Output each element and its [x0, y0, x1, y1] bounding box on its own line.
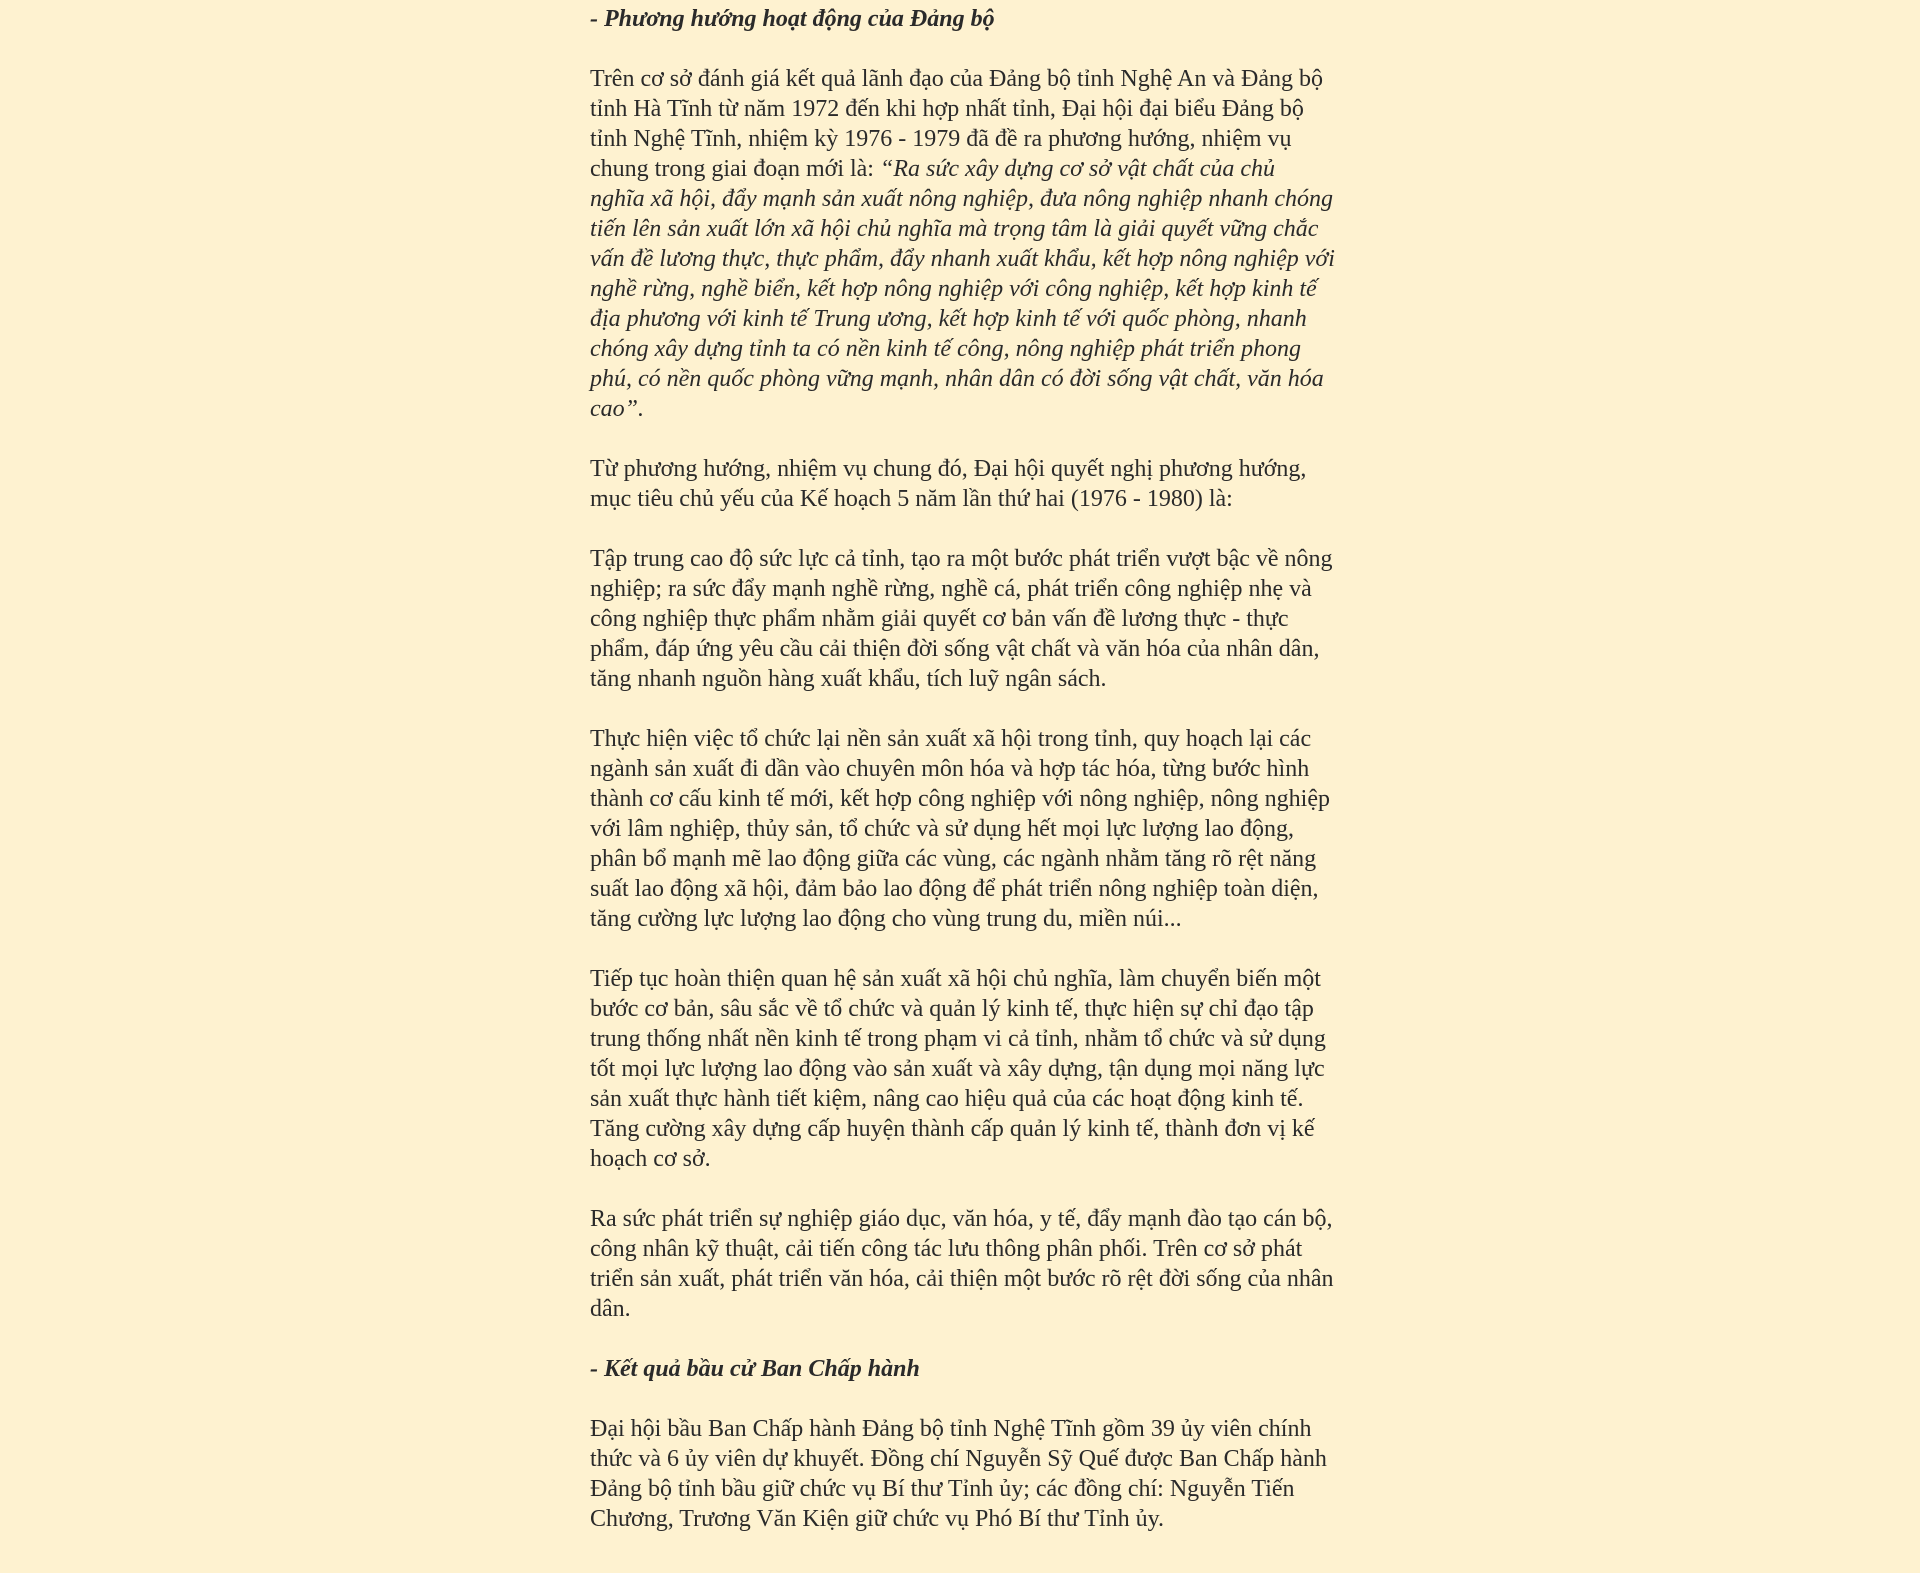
- paragraph-education-culture: Ra sức phát triển sự nghiệp giáo dục, văn hóa, y tế, đẩy mạnh đào tạo cán bộ, công nhân kỹ thuật, cải tiến công tác lưu thông phân phối. Trên cơ sở phát triển sản xuất, phát triển văn hóa, cải thiện một bước rõ rệt đời sống của nhân dân.: [590, 1206, 1334, 1322]
- article-body: [590, 0, 1335, 1534]
- paragraph-election-results: Đại hội bầu Ban Chấp hành Đảng bộ tỉnh Nghệ Tĩnh gồm 39 ủy viên chính thức và 6 ủy viên dự khuyết. Đồng chí Nguyễn Sỹ Quế được Ban Chấp hành Đảng bộ tỉnh bầu giữ chức vụ Bí thư Tỉnh ủy; các đồng chí: Nguyễn Tiến Chương, Trương Văn Kiện giữ chức vụ Phó Bí thư Tỉnh ủy.: [590, 1416, 1327, 1532]
- paragraph-production-organization: Thực hiện việc tổ chức lại nền sản xuất xã hội trong tỉnh, quy hoạch lại các ngành sản xuất đi dần vào chuyên môn hóa và hợp tác hóa, từng bước hình thành cơ cấu kinh tế mới, kết hợp công nghiệp với nông nghiệp, nông nghiệp với lâm nghiệp, thủy sản, tổ chức và sử dụng hết mọi lực lượng lao động, phân bổ mạnh mẽ lao động giữa các vùng, các ngành nhằm tăng rõ rệt năng suất lao động xã hội, đảm bảo lao động để phát triển nông nghiệp toàn diện, tăng cường lực lượng lao động cho vùng trung du, miền núi...: [590, 726, 1330, 932]
- paragraph-agriculture: Tập trung cao độ sức lực cả tỉnh, tạo ra một bước phát triển vượt bậc về nông nghiệp; ra sức đẩy mạnh nghề rừng, nghề cá, phát triển công nghiệp nhẹ và công nghiệp thực phẩm nhằm giải quyết cơ bản vấn đề lương thực - thực phẩm, đáp ứng yêu cầu cải thiện đời sống vật chất và văn hóa của nhân dân, tăng nhanh nguồn hàng xuất khẩu, tích luỹ ngân sách.: [590, 546, 1333, 692]
- intro-quote: “Ra sức xây dựng cơ sở vật chất của chủ nghĩa xã hội, đẩy mạnh sản xuất nông nghiệp, đưa nông nghiệp nhanh chóng tiến lên sản xuất lớn xã hội chủ nghĩa mà trọng tâm là giải quyết vững chắc vấn đề lương thực, thực phẩm, đẩy nhanh xuất khẩu, kết hợp nông nghiệp với nghề rừng, nghề biển, kết hợp nông nghiệp với công nghiệp, kết hợp kinh tế địa phương với kinh tế Trung ương, kết hợp kinh tế với quốc phòng, nhanh chóng xây dựng tỉnh ta có nền kinh tế công, nông nghiệp phát triển phong phú, có nền quốc phòng vững mạnh, nhân dân có đời sống vật chất, văn hóa cao”.: [590, 156, 1335, 422]
- intro-text: Trên cơ sở đánh giá kết quả lãnh đạo của Đảng bộ tỉnh Nghệ An và Đảng bộ tỉnh Hà Tĩnh từ năm 1972 đến khi hợp nhất tỉnh, Đại hội đại biểu Đảng bộ tỉnh Nghệ Tĩnh, nhiệm kỳ 1976 - 1979 đã đề ra phương hướng, nhiệm vụ chung trong giai đoạn mới là:: [590, 66, 1324, 182]
- paragraph-production-relations: Tiếp tục hoàn thiện quan hệ sản xuất xã hội chủ nghĩa, làm chuyển biến một bước cơ bản, sâu sắc về tổ chức và quản lý kinh tế, thực hiện sự chỉ đạo tập trung thống nhất nền kinh tế trong phạm vi cả tỉnh, nhằm tổ chức và sử dụng tốt mọi lực lượng lao động vào sản xuất và xây dựng, tận dụng mọi năng lực sản xuất thực hành tiết kiệm, nâng cao hiệu quả của các hoạt động kinh tế. Tăng cường xây dựng cấp huyện thành cấp quản lý kinh tế, thành đơn vị kế hoạch cơ sở.: [590, 966, 1326, 1172]
- intro-paragraph: [590, 64, 1335, 424]
- section-heading-election: - Kết quả bầu cử Ban Chấp hành: [590, 1356, 920, 1382]
- section-heading-direction: - Phương hướng hoạt động của Đảng bộ: [590, 6, 995, 32]
- paragraph-goals-intro: Từ phương hướng, nhiệm vụ chung đó, Đại hội quyết nghị phương hướng, mục tiêu chủ yếu của Kế hoạch 5 năm lần thứ hai (1976 - 1980) là:: [590, 456, 1307, 512]
